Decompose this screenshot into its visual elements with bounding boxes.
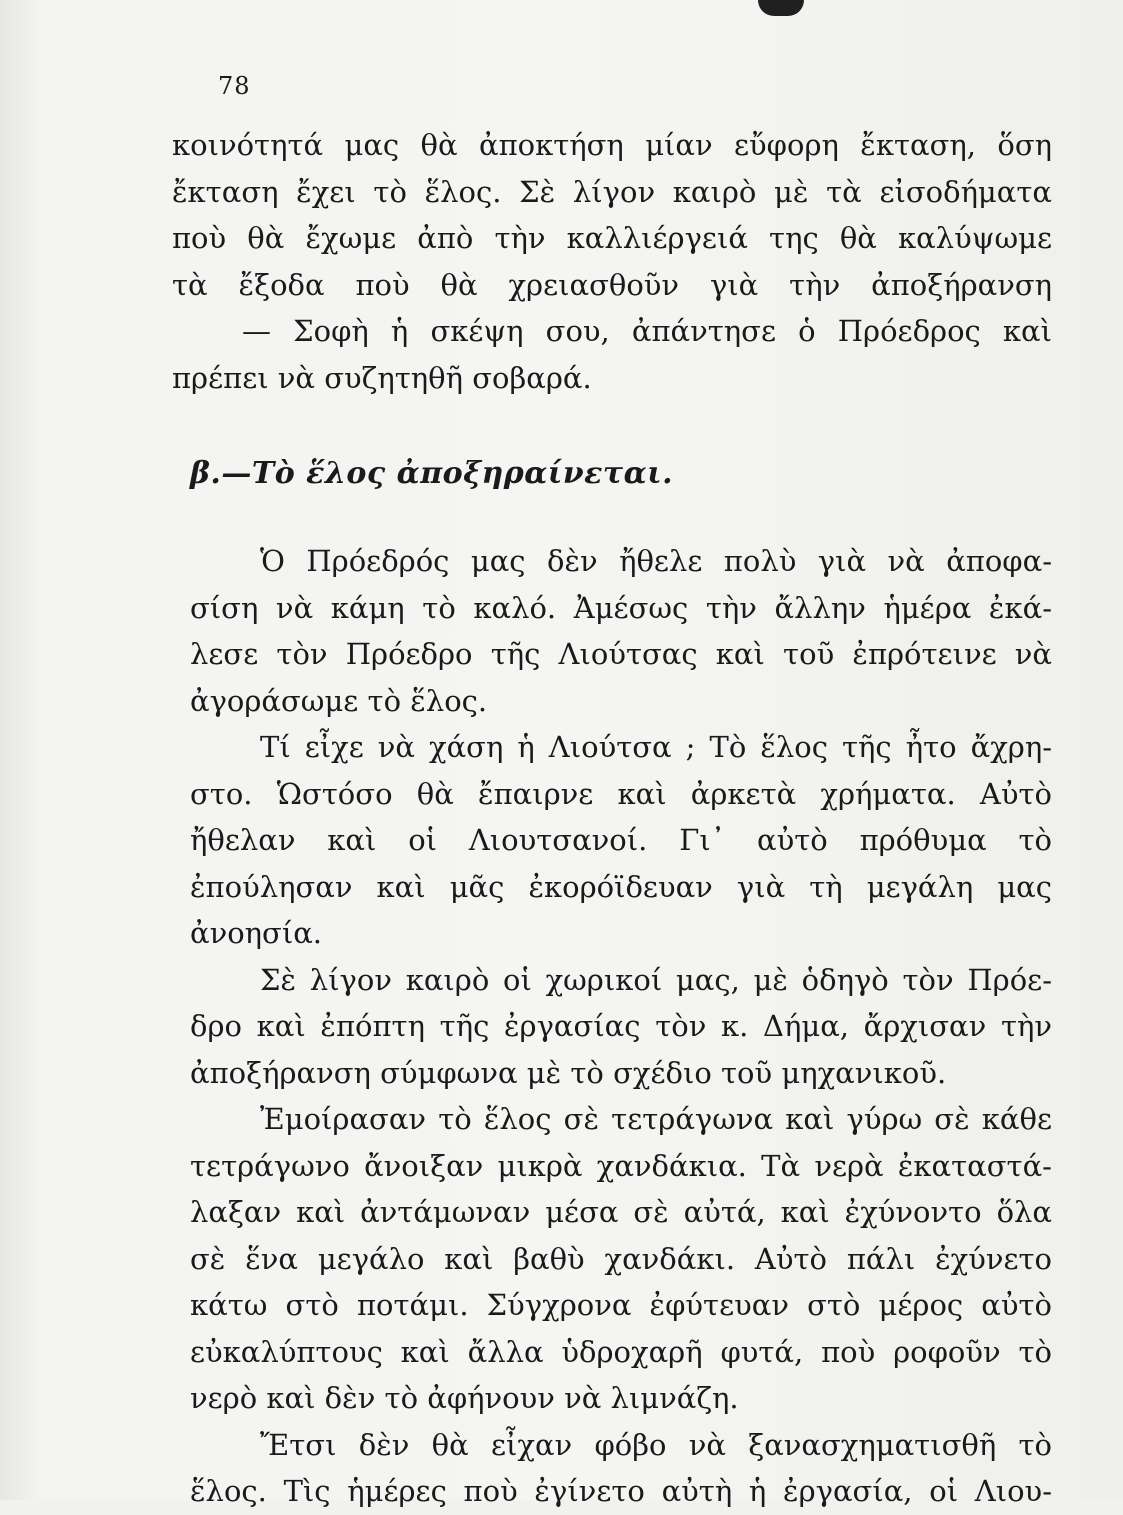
text-line: ἐπούλησαν καὶ μᾶς ἐκορόϊδευαν γιὰ τὴ μεγάλη μας: [190, 869, 1052, 904]
text-line: Ἔτσι δὲν θὰ εἶχαν φόβο νὰ ξανασχηματισθῆ τὸ: [260, 1427, 1052, 1462]
text-line: τετράγωνο ἄνοιξαν μικρὰ χανδάκια. Τὰ νερὰ ἐκαταστά-: [190, 1148, 1052, 1183]
text-line: σίση νὰ κάμη τὸ καλό. Ἀμέσως τὴν ἄλλην ἡμέρα ἐκά-: [190, 590, 1052, 625]
text-line: εὐκαλύπτους καὶ ἄλλα ὑδροχαρῆ φυτά, ποὺ ροφοῦν τὸ: [190, 1334, 1052, 1369]
text-line: ποὺ θὰ ἔχωμε ἀπὸ τὴν καλλιέργειά της θὰ καλύψωμε: [172, 221, 1052, 255]
text-line: κάτω στὸ ποτάμι. Σύγχρονα ἐφύτευαν στὸ μέρος αὐτὸ: [190, 1288, 1052, 1322]
text-line: ἀγοράσωμε τὸ ἕλος.: [190, 683, 488, 718]
text-line: ἀποξήρανση σύμφωνα μὲ τὸ σχέδιο τοῦ μηχανικοῦ.: [190, 1055, 947, 1090]
text-line: κοινότητά μας θὰ ἀποκτήση μίαν εὔφορη ἔκταση, ὅση: [172, 128, 1052, 162]
text-line: λεσε τὸν Πρόεδρο τῆς Λιούτσας καὶ τοῦ ἐπρότεινε νὰ: [190, 637, 1052, 671]
text-block-top: [172, 122, 1052, 401]
text-line: τὰ ἔξοδα ποὺ θὰ χρειασθοῦν γιὰ τὴν ἀποξήρανση: [172, 267, 1052, 302]
text-line: Τί εἶχε νὰ χάση ἡ Λιούτσα ; Τὸ ἕλος τῆς ἦτο ἄχρη-: [260, 730, 1052, 764]
text-line: — Σοφὴ ἡ σκέψη σου, ἀπάντησε ὁ Πρόεδρος καὶ: [242, 314, 1052, 348]
text-line: δρο καὶ ἐπόπτη τῆς ἐργασίας τὸν κ. Δήμα, ἄρχισαν τὴν: [190, 1009, 1052, 1043]
text-block-main: [190, 538, 1052, 1515]
text-line: Σὲ λίγον καιρὸ οἱ χωρικοί μας, μὲ ὁδηγὸ τὸν Πρόε-: [260, 962, 1052, 997]
text-line: ἤθελαν καὶ οἱ Λιουτσανοί. Γι᾽ αὐτὸ πρόθυμα τὸ: [190, 823, 1052, 857]
text-line: σὲ ἕνα μεγάλο καὶ βαθὺ χανδάκι. Αὐτὸ πάλι ἐχύνετο: [190, 1241, 1052, 1276]
section-heading: β.—Τὸ ἕλος ἀποξηραίνεται.: [190, 456, 674, 491]
text-line: Ὁ Πρόεδρός μας δὲν ἤθελε πολὺ γιὰ νὰ ἀποφα-: [260, 544, 1052, 578]
text-line: ἕλος. Τὶς ἡμέρες ποὺ ἐγίνετο αὐτὴ ἡ ἐργασία, οἱ Λιου-: [190, 1474, 1052, 1508]
text-line: ἔκταση ἔχει τὸ ἕλος. Σὲ λίγον καιρὸ μὲ τὰ εἰσοδήματα: [172, 174, 1052, 209]
text-line: πρέπει νὰ συζητηθῆ σοβαρά.: [172, 360, 592, 395]
text-line: στο. Ὡστόσο θὰ ἔπαιρνε καὶ ἀρκετὰ χρήματα. Αὐτὸ: [190, 776, 1052, 811]
text-line: Ἐμοίρασαν τὸ ἕλος σὲ τετράγωνα καὶ γύρω σὲ κάθε: [260, 1102, 1052, 1136]
page-number: 78: [218, 72, 251, 100]
text-line: νερὸ καὶ δὲν τὸ ἀφήνουν νὰ λιμνάζη.: [190, 1381, 739, 1415]
text-line: ἀνοησία.: [190, 916, 323, 950]
text-line: λαξαν καὶ ἀντάμωναν μέσα σὲ αὐτά, καὶ ἐχύνοντο ὅλα: [190, 1195, 1052, 1229]
